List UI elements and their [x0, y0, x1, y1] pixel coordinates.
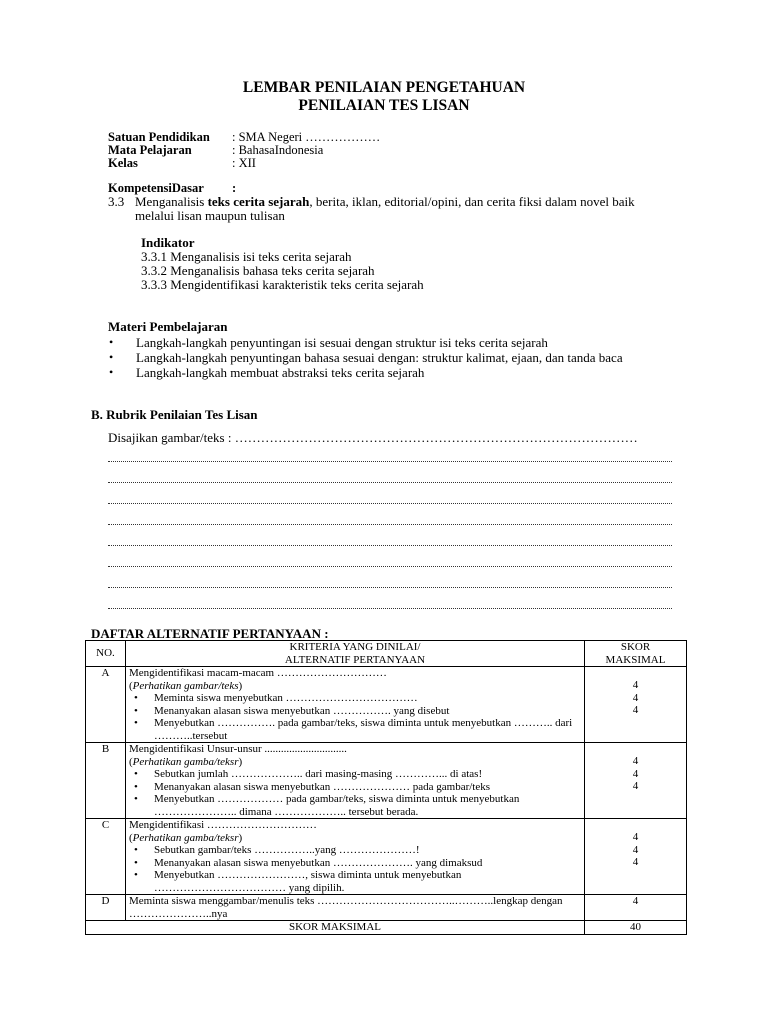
row-scores [585, 819, 687, 895]
identity-value-satuan: : SMA Negeri ……………… [232, 130, 381, 144]
score-value: 4 [632, 780, 639, 792]
score-value: 4 [632, 843, 639, 856]
score-value: 4 [632, 679, 639, 691]
criteria-list [129, 844, 581, 894]
score-value: 4 [632, 691, 639, 704]
criteria-list [129, 692, 581, 742]
total-label: SKOR MAKSIMAL [86, 921, 585, 935]
criteria-item: • Menanyakan alasan siswa menyebutkan ……………. yang disebut [154, 705, 581, 718]
kd-number: 3.3 [108, 194, 125, 209]
score-value: 4 [632, 755, 639, 767]
answer-dot-line [108, 596, 672, 609]
criteria-item: • Meminta siswa menyebutkan ……………………………… [154, 692, 581, 705]
row-number: A [86, 667, 126, 743]
answer-dot-line [108, 449, 672, 462]
identity-value-mapel: : BahasaIndonesia [232, 143, 324, 157]
row-title: Mengidentifikasi Unsur-unsur .............................. [129, 743, 347, 755]
indikator-item: 3.3.1 Menganalisis isi teks cerita sejarah [141, 249, 352, 264]
answer-dot-line [108, 575, 672, 588]
daftar-heading: DAFTAR ALTERNATIF PERTANYAAN : [91, 626, 329, 641]
score-value: 4 [585, 895, 687, 921]
note-close: ) [238, 831, 243, 844]
score-value: 4 [632, 704, 639, 716]
row-criteria [126, 667, 585, 743]
table-total-row [86, 921, 687, 935]
row-number: B [86, 743, 126, 819]
note-open: ( [129, 679, 133, 692]
criteria-item: • Menyebutkan ……………. pada gambar/teks, siswa diminta untuk menyebutkan ……….. dari ………..tersebut [154, 717, 581, 742]
criteria-item: • Menanyakan alasan siswa menyebutkan …………………. yang dimaksud [154, 857, 581, 870]
row-title: Mengidentifikasi macam-macam ………………………… [129, 667, 387, 679]
header-skor [585, 641, 687, 667]
header-no: NO. [86, 641, 126, 667]
identity-label-satuan: Satuan Pendidikan [108, 130, 210, 144]
materi-heading: Materi Pembelajaran [108, 319, 228, 334]
header-skor-line1: SKOR [620, 641, 651, 653]
row-scores [585, 667, 687, 743]
table-row [86, 667, 687, 743]
row-criteria: Meminta siswa menggambar/menulis teks ………………………………..………..lengkap dengan …………………..nya [126, 895, 585, 921]
table-row [86, 819, 687, 895]
answer-dot-line [108, 512, 672, 525]
kd-text-post: , berita, iklan, editorial/opini, dan cerita fiksi dalam novel baik [309, 194, 635, 209]
header-kriteria-line1: KRITERIA YANG DINILAI/ [289, 641, 421, 653]
indikator-item: 3.3.3 Mengidentifikasi karakteristik teks cerita sejarah [141, 277, 424, 292]
criteria-item: • Menyebutkan ……………………, siswa diminta untuk menyebutkan ……………………………… yang dipilih. [154, 869, 581, 894]
note-text: Perhatikan gambar/teks [132, 679, 239, 692]
table-row [86, 895, 687, 921]
row-note [129, 832, 581, 845]
kd-text-bold: teks cerita sejarah [207, 194, 310, 209]
row-note [129, 756, 581, 769]
note-close: ) [238, 755, 243, 768]
note-open: ( [129, 831, 133, 844]
row-number: D [86, 895, 126, 921]
identity-label-kelas: Kelas [108, 156, 138, 170]
kd-text-pre: Menganalisis [135, 194, 208, 209]
kd-text-line2: melalui lisan maupun tulisan [135, 208, 285, 223]
table-row [86, 743, 687, 819]
criteria-item: • Sebutkan jumlah ……………….. dari masing-masing …………... di atas! [154, 768, 581, 781]
row-number: C [86, 819, 126, 895]
materi-item: • Langkah-langkah penyuntingan isi sesuai dengan struktur isi teks cerita sejarah [136, 335, 548, 351]
criteria-item: • Menanyakan alasan siswa menyebutkan ………………… pada gambar/teks [154, 781, 581, 794]
row-criteria [126, 743, 585, 819]
rubrik-heading: B. Rubrik Penilaian Tes Lisan [91, 407, 258, 422]
table-header-row [86, 641, 687, 667]
score-value: 4 [632, 856, 639, 868]
score-value: 4 [632, 831, 639, 843]
answer-dot-line [108, 533, 672, 546]
answer-dot-line [108, 470, 672, 483]
kd-colon: : [232, 181, 237, 195]
row-note [129, 680, 581, 693]
materi-item: • Langkah-langkah penyuntingan bahasa sesuai dengan: struktur kalimat, ejaan, dan tanda baca [136, 350, 623, 366]
identity-label-mapel: Mata Pelajaran [108, 143, 192, 157]
header-skor-line2: MAKSIMAL [605, 653, 666, 666]
indikator-heading: Indikator [141, 235, 195, 250]
total-value: 40 [585, 921, 687, 935]
criteria-list [129, 768, 581, 818]
note-close: ) [238, 679, 243, 692]
header-kriteria [126, 641, 585, 667]
materi-item: • Langkah-langkah membuat abstraksi teks cerita sejarah [136, 365, 424, 381]
disajikan-line: Disajikan gambar/teks : ………………………………………………………………………………… [108, 430, 638, 445]
document-subtitle: PENILAIAN TES LISAN [298, 97, 470, 114]
note-open: ( [129, 755, 133, 768]
indikator-item: 3.3.2 Menganalisis bahasa teks cerita sejarah [141, 263, 375, 278]
header-kriteria-line2: ALTERNATIF PERTANYAAN [284, 653, 426, 666]
note-text: Perhatikan gamba/teksr [132, 755, 239, 768]
criteria-item: • Sebutkan gambar/teks ……………..yang …………………! [154, 844, 581, 857]
answer-dot-line [108, 491, 672, 504]
row-criteria [126, 819, 585, 895]
kd-label: KompetensiDasar [108, 181, 204, 195]
row-title: Mengidentifikasi ………………………… [129, 819, 317, 831]
criteria-item: • Menyebutkan ……………… pada gambar/teks, siswa diminta untuk menyebutkan ………………….. dimana ……………….. tersebut berada. [154, 793, 581, 818]
note-text: Perhatikan gamba/teksr [132, 831, 239, 844]
row-scores [585, 743, 687, 819]
identity-value-kelas: : XII [232, 156, 256, 170]
document-title: LEMBAR PENILAIAN PENGETAHUAN [242, 79, 526, 96]
answer-dot-line [108, 554, 672, 567]
score-value: 4 [632, 767, 639, 780]
alternatif-pertanyaan-table [85, 640, 687, 935]
